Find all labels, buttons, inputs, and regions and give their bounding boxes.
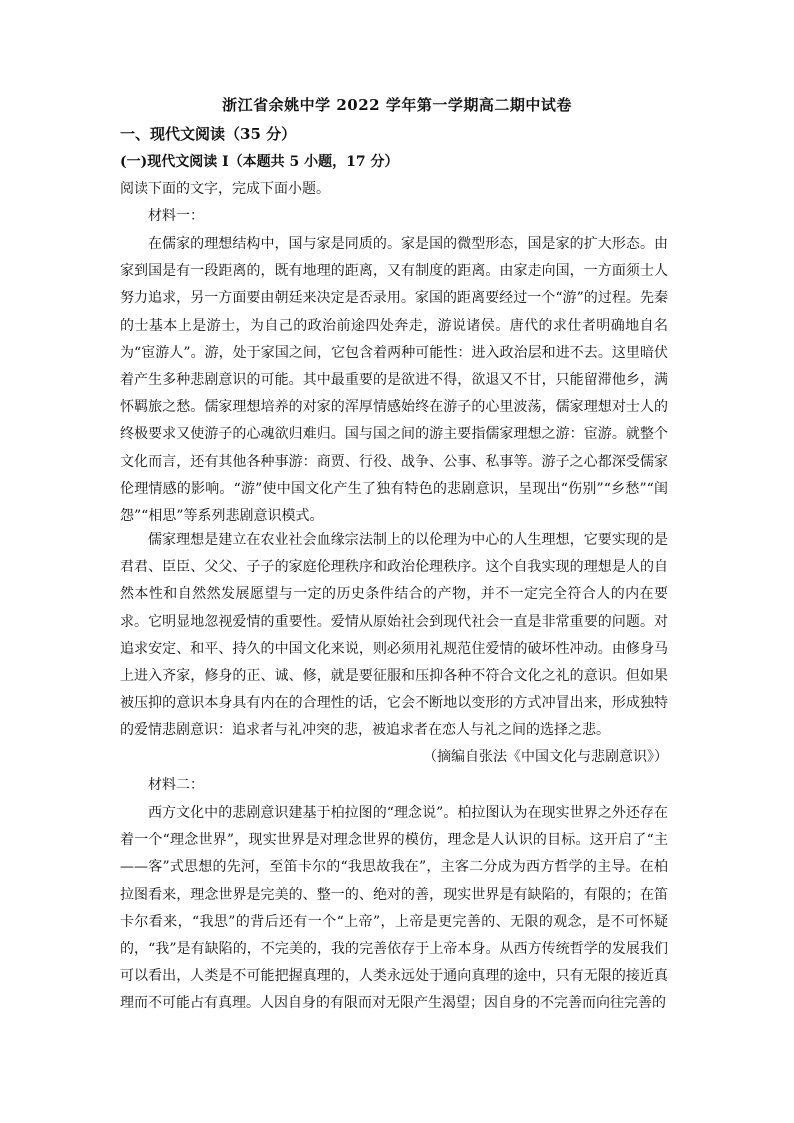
exam-title: 浙江省余姚中学 2022 学年第一学期高二期中试卷 bbox=[222, 96, 572, 114]
material1-paragraph-2: 儒家理想是建立在农业社会血缘宗法制上的以伦理为中心的人生理想，它要实现的是君君、臣臣、父父、子子的家庭伦理秩序和政治伦理秩序。这个自我实现的理想是人的自然本性和自然然发展愿望与一定的历史条件结合的产物，并不一定完全符合人的内在要求。它明显地忽视爱情的重要性。爱情从原始社会到现代社会一直是非常重要的问题。对追求安定、和平、持久的中国文化来说，则必须用礼规范住爱情的破坏性冲动。由修身马上进入齐家，修身的正、诚、修，就是要征服和压抑各种不符合文化之礼的意识。但如果被压抑的意识本身具有内在的合理性的话，它会不断地以变形的方式冲冒出来，形成独特的爱情悲剧意识：追求者与礼冲突的悲，被追求者在恋人与礼之间的选择之悲。 bbox=[120, 532, 668, 739]
material2-paragraph-1: 西方文化中的悲剧意识建基于柏拉图的“理念说”。柏拉图认为在现实世界之外还存在着一个“理念世界”，现实世界是对理念世界的模仿，理念是人认识的目标。这开启了“主——客”式思想的先河，至笛卡尔的“我思故我在”，主客二分成为西方哲学的主导。在柏拉图看来，理念世界是完美的、整一的、绝对的善，现实世界是有缺陷的，有限的；在笛卡尔看来，“我思”的背后还有一个“上帝”，上帝是更完善的、无限的观念，是不可怀疑的，“我”是有缺陷的，不完美的，我的完善依存于上帝本身。从西方传统哲学的发展我们可以看出，人类是不可能把握真理的，人类永远处于通向真理的途中，只有无限的接近真理而不可能占有真理。人因自身的有限而对无限产生渴望；因自身的不完善而向往完善的 bbox=[120, 805, 668, 1012]
section-heading: 一、现代文阅读（35 分） bbox=[120, 125, 297, 143]
subsection-heading: (一)现代文阅读 I（本题共 5 小题，17 分） bbox=[120, 154, 399, 170]
instruction-text: 阅读下面的文字，完成下面小题。 bbox=[120, 181, 330, 197]
material1-source: （摘编自张法《中国文化与悲剧意识》） bbox=[423, 749, 668, 765]
material2-label: 材料二： bbox=[148, 777, 204, 793]
material1-paragraph-1: 在儒家的理想结构中，国与家是同质的。家是国的微型形态，国是家的扩大形态。由家到国是有一段距离的，既有地理的距离，又有制度的距离。由家走向国，一方面须士人努力追求，另一方面要由朝廷来决定是否录用。家国的距离要经过一个“游”的过程。先秦的士基本上是游士，为自己的政治前途四处奔走，游说诸侯。唐代的求仕者明确地自名为“宦游人”。游，处于家国之间，它包含着两种可能性：进入政治层和进不去。这里暗伏着产生多种悲剧意识的可能。其中最重要的是欲进不得，欲退又不甘，只能留滞他乡，满怀羁旅之愁。儒家理想培养的对家的浑厚情感始终在游子的心里波荡，儒家理想对士人的终极要求又使游子的心魂欲归难归。国与国之间的游主要指儒家理想之游：宦游。就整个文化而言，还有其他各种事游：商贾、行役、战争、公事、私事等。游子之心都深受儒家伦理情感的影响。“游”使中国文化产生了独有特色的悲剧意识，呈现出“伤别”“乡愁”“闺怨”“相思”等系列悲剧意识模式。 bbox=[120, 236, 668, 525]
material1-label: 材料一： bbox=[148, 208, 204, 224]
